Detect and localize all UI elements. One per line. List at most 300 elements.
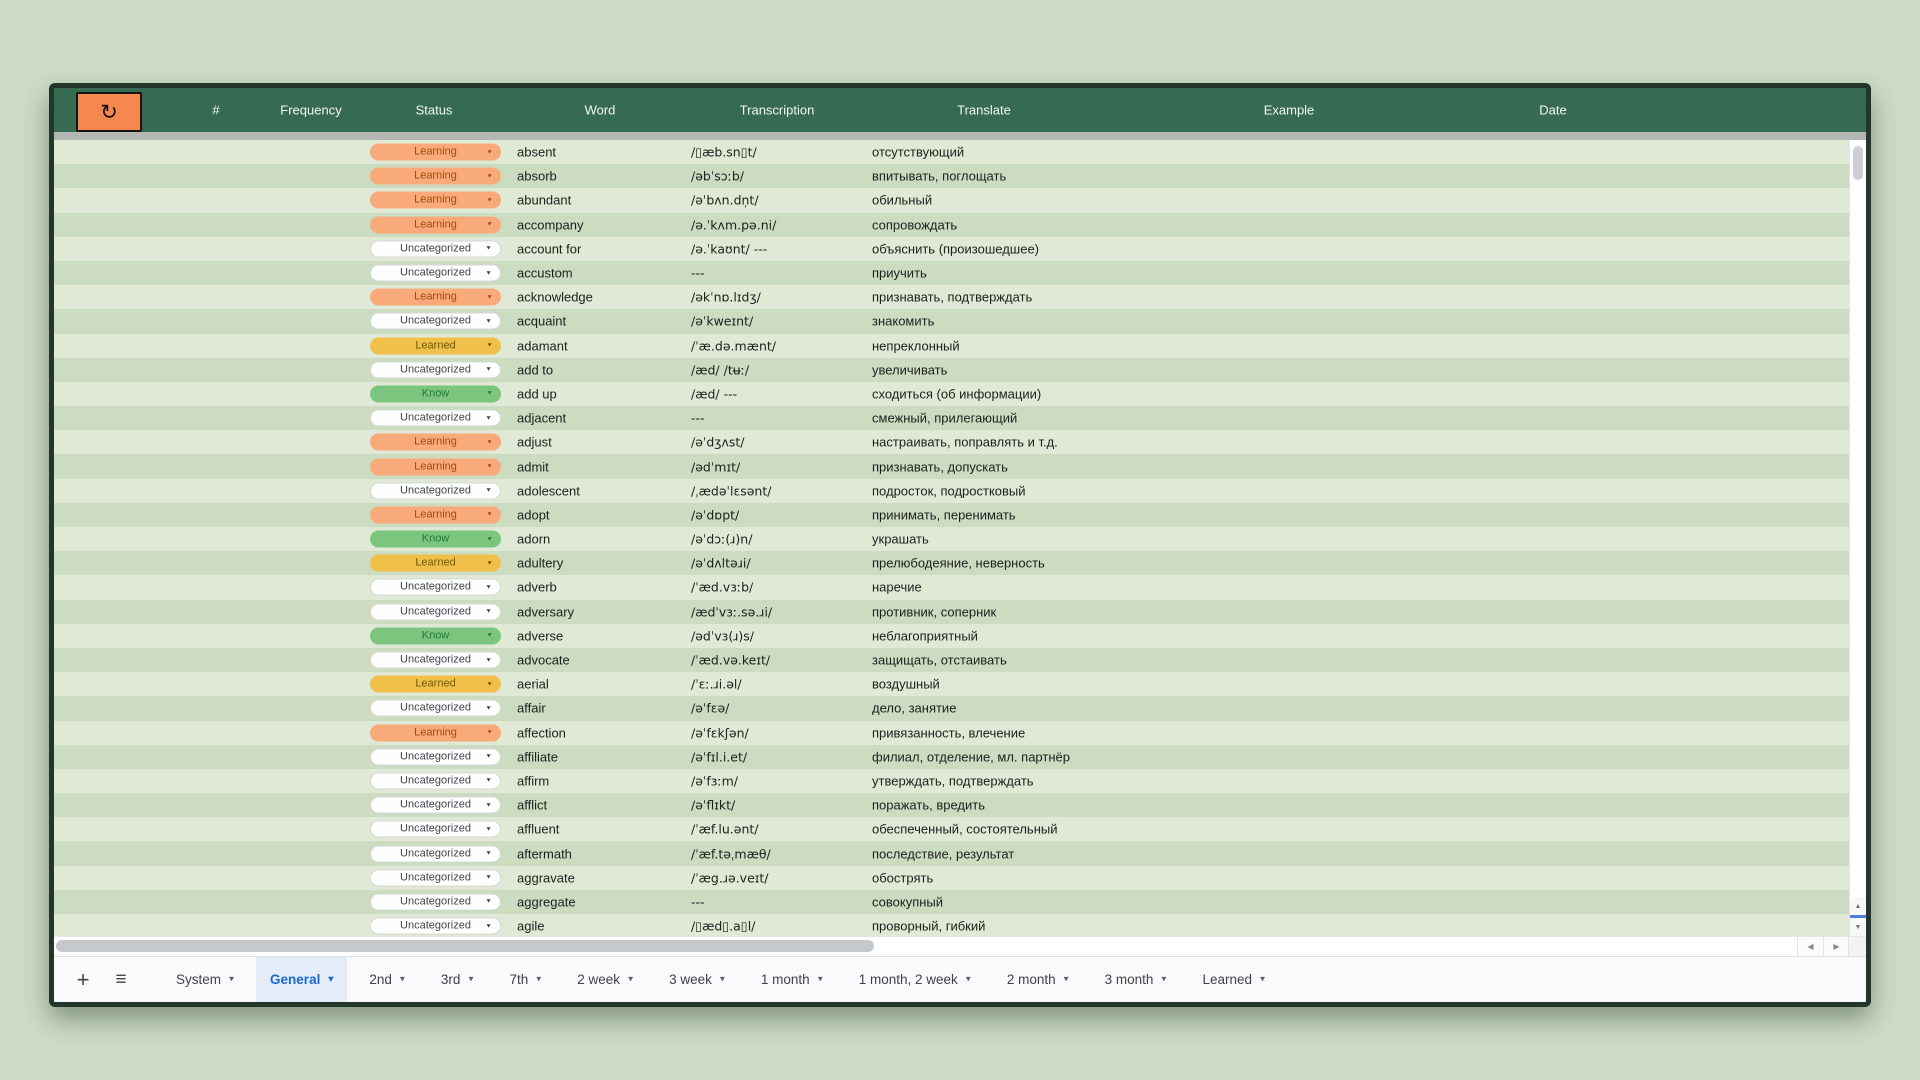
translate-cell[interactable]: обеспеченный, состоятельный [872,821,1058,837]
status-cell [370,506,501,523]
transcription-cell[interactable]: /əˈdɒpt/ [691,507,740,523]
scroll-left-button[interactable] [1797,937,1823,956]
all-sheets-menu-button[interactable] [102,957,140,1002]
status-select[interactable] [370,458,501,475]
status-select[interactable] [370,313,501,330]
status-select[interactable] [370,240,501,257]
translate-cell[interactable]: поражать, вредить [872,797,985,813]
table-row [54,503,1849,527]
chevron-down-icon: ▼ [486,463,493,470]
translate-cell[interactable]: обильный [872,192,933,208]
translate-cell[interactable]: сходиться (об информации) [872,386,1042,402]
status-cell [370,337,501,354]
transcription-cell[interactable]: /ˈɛː.ɹi.əl/ [691,676,742,692]
status-label: Uncategorized [400,242,471,255]
transcription-cell[interactable]: /ˈæd.vɜːb/ [691,579,754,595]
status-label: Uncategorized [400,314,471,327]
chevron-down-icon: ▼ [485,487,492,494]
transcription-cell[interactable]: /▯æb.sn▯t/ [691,144,757,160]
word-cell[interactable]: add to [517,362,554,378]
status-label: Learning [414,508,457,521]
table-row [54,890,1849,914]
status-label: Uncategorized [400,484,471,497]
status-select[interactable] [370,579,501,596]
translate-cell[interactable]: защищать, отстаивать [872,652,1007,668]
status-cell [370,918,501,935]
chevron-down-icon: ▼ [485,850,492,857]
chevron-down-icon: ▼ [485,270,492,276]
chevron-down-icon: ▼ [485,657,492,663]
sheet-tab-label: 1 month [760,972,810,987]
status-cell [370,531,501,548]
status-select[interactable] [370,700,501,717]
translate-cell[interactable]: воздушный [872,676,940,692]
status-select[interactable] [370,482,501,499]
horizontal-scrollbar-thumb[interactable] [56,940,874,952]
status-select[interactable] [370,361,501,378]
table-row [54,575,1849,599]
status-cell [370,603,501,620]
refresh-button[interactable] [76,92,142,132]
transcription-cell[interactable]: /ə.ˈkaʊnt/ --- [691,241,768,257]
scroll-up-icon: ▲ [1854,902,1862,910]
status-cell [370,772,501,789]
status-select[interactable] [370,603,501,620]
status-select[interactable] [370,869,501,886]
transcription-cell[interactable]: /ədˈvɜ(ɹ)s/ [691,628,754,644]
translate-cell[interactable]: дело, занятие [872,700,957,716]
status-select[interactable] [370,555,501,572]
status-label: Uncategorized [400,871,471,884]
word-cell[interactable]: advocate [517,652,570,668]
table-row [54,866,1849,890]
sheet-tab-3-week[interactable] [655,957,739,1002]
sheet-tab-bar [54,956,1866,1002]
status-label: Learning [414,460,457,473]
translate-cell[interactable]: последствие, результат [872,846,1015,862]
word-cell[interactable]: accompany [517,217,584,233]
translate-cell[interactable]: совокупный [872,894,944,910]
transcription-cell[interactable]: /ˈæ.də.mænt/ [691,338,776,354]
word-cell[interactable]: aggravate [517,870,575,886]
transcription-cell[interactable]: /ˈæf.lu.ənt/ [691,821,759,837]
status-label: Learned [415,556,456,569]
translate-cell[interactable]: знакомить [872,313,935,329]
vertical-scroll-buttons [1850,897,1866,936]
translate-cell[interactable]: объяснить (произошедшее) [872,241,1040,257]
table-row [54,527,1849,551]
word-cell[interactable]: aggregate [517,894,576,910]
status-select[interactable] [370,410,501,427]
chevron-down-icon: ▼ [485,826,492,833]
status-cell [370,434,501,451]
status-label: Uncategorized [400,411,471,424]
transcription-cell[interactable]: /əˈfɛkʃən/ [691,725,749,741]
status-label: Learning [414,145,457,158]
word-cell[interactable]: add up [517,386,557,402]
status-label: Uncategorized [400,653,471,666]
chevron-down-icon: ▼ [486,173,493,180]
translate-cell[interactable]: признавать, допускать [872,459,1008,475]
chevron-down-icon[interactable]: ▾ [1259,974,1266,985]
word-cell[interactable]: aerial [517,676,549,692]
word-cell[interactable]: absorb [517,168,557,184]
chevron-down-icon: ▼ [486,391,493,397]
sheet-tab-2-month[interactable] [993,957,1083,1002]
sheet-tab-7th[interactable] [495,957,555,1002]
word-cell[interactable]: affection [517,725,566,741]
column-header-transcription: Transcription [739,102,815,118]
chevron-down-icon: ▼ [485,778,492,784]
table-row [54,648,1849,672]
table-row [54,140,1849,164]
word-cell[interactable]: agile [517,918,545,934]
status-cell [370,289,501,306]
status-cell [370,192,501,209]
chevron-down-icon: ▼ [486,536,493,542]
status-cell [370,385,501,402]
status-label: Uncategorized [400,580,471,593]
status-select[interactable] [370,918,501,935]
scroll-left-icon: ◀ [1807,942,1814,951]
sheet-tab-1-month[interactable] [747,957,837,1002]
transcription-cell[interactable]: /əˈfɜːm/ [691,773,738,789]
status-cell [370,748,501,765]
transcription-cell[interactable]: /əˈdɔː(ɹ)n/ [691,531,753,547]
status-label: Uncategorized [400,605,471,618]
vertical-scrollbar-thumb[interactable] [1853,146,1863,180]
transcription-cell[interactable]: /ˈæg.ɹə.veɪt/ [691,870,769,886]
word-cell[interactable]: affair [517,700,546,716]
word-cell[interactable]: account for [517,241,582,257]
sheet-tab-label: 3 month [1104,972,1154,987]
table-row [54,841,1849,865]
table-row [54,600,1849,624]
word-cell[interactable]: adopt [517,507,550,523]
transcription-cell[interactable]: /▯æd▯.a▯l/ [691,918,756,934]
word-cell[interactable]: adverb [517,579,557,595]
sheet-tab-1-month-2-week[interactable] [845,957,985,1002]
status-label: Uncategorized [400,750,471,763]
word-cell[interactable]: adversary [517,604,575,620]
status-cell [370,821,501,838]
scroll-right-icon: ▶ [1833,942,1840,951]
transcription-cell[interactable]: /ədˈmɪt/ [691,459,741,475]
table-row [54,769,1849,793]
status-select[interactable] [370,216,501,233]
status-label: Learning [414,435,457,448]
column-header-translate: Translate [957,102,1011,118]
column-header-date: Date [1539,102,1567,118]
scroll-up-button[interactable] [1850,897,1866,915]
translate-cell[interactable]: впитывать, поглощать [872,168,1007,184]
translate-cell[interactable]: проворный, гибкий [872,918,986,934]
chevron-down-icon: ▼ [485,923,492,929]
status-select[interactable] [370,652,501,669]
status-select[interactable] [370,845,501,862]
status-cell [370,869,501,886]
status-cell [370,724,501,741]
chevron-down-icon[interactable]: ▾ [328,974,334,985]
chevron-down-icon[interactable]: ▾ [229,974,235,985]
chevron-down-icon: ▼ [486,197,493,204]
table-row [54,188,1849,212]
status-select[interactable] [370,724,501,741]
chevron-down-icon: ▼ [486,294,493,301]
chevron-down-icon: ▼ [486,221,493,228]
horizontal-scrollbar[interactable] [54,936,1866,956]
sheet-tab-system[interactable] [162,957,248,1002]
sheet-tab-label: 2 week [577,972,621,987]
sheet-tab-2nd[interactable] [355,957,419,1002]
chevron-down-icon: ▼ [486,681,493,688]
translate-cell[interactable]: наречие [872,579,922,595]
word-cell[interactable]: adultery [517,555,564,571]
chevron-down-icon: ▼ [486,729,493,736]
word-cell[interactable]: adjust [517,434,552,450]
status-select[interactable] [370,627,501,644]
transcription-cell[interactable]: /ə.ˈkʌm.pə.ni/ [691,217,777,233]
sheet-tab-label: 3 week [669,972,712,987]
table-row [54,309,1849,333]
chevron-down-icon[interactable]: ▾ [719,974,725,985]
refresh-icon: ↻ [100,100,118,124]
add-sheet-button[interactable] [64,957,102,1002]
status-select[interactable] [370,265,501,282]
column-header-status: Status [415,102,453,118]
chevron-down-icon: ▼ [486,512,493,518]
chevron-down-icon[interactable]: ▾ [817,974,823,985]
table-row [54,624,1849,648]
translate-cell[interactable]: принимать, перенимать [872,507,1016,523]
status-select[interactable] [370,821,501,838]
translate-cell[interactable]: смежный, прилегающий [872,410,1018,426]
status-label: Uncategorized [400,701,471,714]
status-select[interactable] [370,434,501,451]
status-label: Learning [414,218,457,231]
word-cell[interactable]: affluent [517,821,560,837]
table-row [54,358,1849,382]
chevron-down-icon[interactable]: ▾ [468,974,474,985]
sheet-tabs [162,957,1287,1002]
status-label: Learned [415,339,456,352]
status-select[interactable] [370,192,501,209]
menu-icon: ≡ [115,968,127,990]
transcription-cell[interactable]: /əˈfɛə/ [691,700,730,716]
sheet-tab-label: General [270,972,321,987]
sheet-tab-label: 2nd [369,972,392,987]
status-label: Uncategorized [400,919,471,932]
status-cell [370,579,501,596]
word-cell[interactable]: abundant [517,192,572,208]
word-cell[interactable]: acknowledge [517,289,593,305]
status-label: Know [421,532,450,545]
translate-cell[interactable]: утверждать, подтверждать [872,773,1034,789]
translate-cell[interactable]: обострять [872,870,934,886]
translate-cell[interactable]: увеличивать [872,362,948,378]
transcription-cell[interactable]: /æd/ /tʉː/ [691,362,750,378]
status-cell [370,144,501,161]
table-row [54,454,1849,478]
translate-cell[interactable]: сопровождать [872,217,958,233]
translate-cell[interactable]: привязанность, влечение [872,725,1026,741]
status-cell [370,240,501,257]
word-cell[interactable]: admit [517,459,549,475]
status-select[interactable] [370,797,501,814]
transcription-cell[interactable]: /əkˈnɒ.lɪdʒ/ [691,289,761,305]
transcription-cell[interactable]: /əˈflɪkt/ [691,797,736,813]
table-row [54,430,1849,454]
status-select[interactable] [370,893,501,910]
transcription-cell[interactable]: /æd/ --- [691,386,738,402]
sheet-tab-label: 7th [509,972,529,987]
chevron-down-icon[interactable]: ▾ [1161,974,1167,985]
transcription-cell[interactable]: --- [691,894,705,910]
status-select[interactable] [370,385,501,402]
status-cell [370,627,501,644]
word-cell[interactable]: affirm [517,773,550,789]
translate-cell[interactable]: приучить [872,265,927,281]
sheet-tab-2-week[interactable] [563,957,647,1002]
table-row [54,334,1849,358]
table-row [54,382,1849,406]
status-select[interactable] [370,676,501,693]
status-label: Uncategorized [400,895,471,908]
status-select[interactable] [370,289,501,306]
translate-cell[interactable]: украшать [872,531,929,547]
chevron-down-icon: ▼ [486,439,493,446]
status-label: Uncategorized [400,266,471,279]
status-label: Uncategorized [400,847,471,860]
chevron-down-icon: ▼ [485,874,492,881]
transcription-cell[interactable]: /əˈdʒʌst/ [691,434,745,450]
transcription-cell[interactable]: --- [691,410,705,426]
status-select[interactable] [370,748,501,765]
word-cell[interactable]: accustom [517,265,573,281]
translate-cell[interactable]: неблагоприятный [872,628,978,644]
chevron-down-icon: ▼ [485,802,492,808]
table-row [54,551,1849,575]
word-cell[interactable]: acquaint [517,313,567,329]
transcription-cell[interactable]: /ˌædəˈlɛsənt/ [691,483,772,499]
scroll-down-button[interactable] [1850,918,1866,936]
translate-cell[interactable]: подросток, подростковый [872,483,1026,499]
word-cell[interactable]: aftermath [517,846,572,862]
translate-cell[interactable]: настраивать, поправлять и т.д. [872,434,1058,450]
table-row [54,745,1849,769]
transcription-cell[interactable]: --- [691,265,705,281]
status-select[interactable] [370,144,501,161]
status-cell [370,482,501,499]
status-cell [370,700,501,717]
word-cell[interactable]: adorn [517,531,551,547]
chevron-down-icon[interactable]: ▾ [1063,974,1069,985]
translate-cell[interactable]: признавать, подтверждать [872,289,1033,305]
status-select[interactable] [370,772,501,789]
sheet-tab-label: 2 month [1006,972,1056,987]
chevron-down-icon: ▼ [485,366,492,373]
column-header-example: Example [1263,102,1315,118]
sheet-tab-label: 3rd [440,972,461,987]
translate-cell[interactable]: отсутствующий [872,144,965,160]
status-select[interactable] [370,531,501,548]
table-row [54,213,1849,237]
table-row [54,793,1849,817]
chevron-down-icon: ▼ [485,584,492,591]
table-row [54,479,1849,503]
status-select[interactable] [370,506,501,523]
status-cell [370,265,501,282]
sheet-tab-3rd[interactable] [427,957,488,1002]
spreadsheet-window [49,83,1871,1007]
status-label: Uncategorized [400,363,471,376]
scroll-right-button[interactable] [1823,937,1849,956]
chevron-down-icon: ▼ [486,149,493,155]
word-cell[interactable]: adjacent [517,410,567,426]
sheet-tab-label: Learned [1202,972,1252,987]
status-label: Learning [414,726,457,739]
status-cell [370,168,501,185]
plus-icon: + [76,966,90,992]
table-row [54,817,1849,841]
table-row [54,261,1849,285]
chevron-down-icon: ▼ [485,753,492,760]
scroll-down-icon: ▼ [1854,923,1862,931]
transcription-cell[interactable]: /ˈæd.və.keɪt/ [691,652,771,668]
transcription-cell[interactable]: /əˈkweɪnt/ [691,313,754,329]
chevron-down-icon: ▼ [486,560,493,567]
chevron-down-icon[interactable]: ▾ [965,974,971,985]
transcription-cell[interactable]: /əˈbʌn.dn̩t/ [691,192,759,208]
status-select[interactable] [370,168,501,185]
translate-cell[interactable]: противник, соперник [872,604,997,620]
status-cell [370,893,501,910]
word-cell[interactable]: adamant [517,338,568,354]
transcription-cell[interactable]: /ˈæf.təˌmæθ/ [691,846,771,862]
status-cell [370,313,501,330]
table-header [54,88,1866,132]
status-label: Learning [414,193,457,206]
transcription-cell[interactable]: /əˈdʌltəɹi/ [691,555,751,571]
vertical-scrollbar[interactable] [1849,140,1866,936]
status-cell [370,410,501,427]
transcription-cell[interactable]: /əˈfɪl.i.et/ [691,749,748,765]
status-label: Know [421,387,450,400]
sheet-tab-general[interactable] [256,957,347,1002]
sheet-tab-learned[interactable] [1188,957,1279,1002]
chevron-down-icon: ▼ [485,608,492,615]
word-cell[interactable]: afflict [517,797,548,813]
status-cell [370,555,501,572]
word-cell[interactable]: adverse [517,628,564,644]
chevron-down-icon[interactable]: ▾ [536,974,542,985]
status-select[interactable] [370,337,501,354]
transcription-cell[interactable]: /əbˈsɔːb/ [691,168,745,184]
status-cell [370,361,501,378]
translate-cell[interactable]: прелюбодеяние, неверность [872,555,1045,571]
table-row [54,672,1849,696]
sheet-tab-3-month[interactable] [1091,957,1181,1002]
chevron-down-icon: ▼ [485,705,492,712]
word-cell[interactable]: affiliate [517,749,558,765]
translate-cell[interactable]: филиал, отделение, мл. партнёр [872,749,1070,765]
word-cell[interactable]: adolescent [517,483,580,499]
transcription-cell[interactable]: /ædˈvɜː.sə.ɹi/ [691,604,773,620]
chevron-down-icon[interactable]: ▾ [628,974,634,985]
translate-cell[interactable]: непреклонный [872,338,960,354]
chevron-down-icon[interactable]: ▾ [399,974,405,985]
word-cell[interactable]: absent [517,144,557,160]
